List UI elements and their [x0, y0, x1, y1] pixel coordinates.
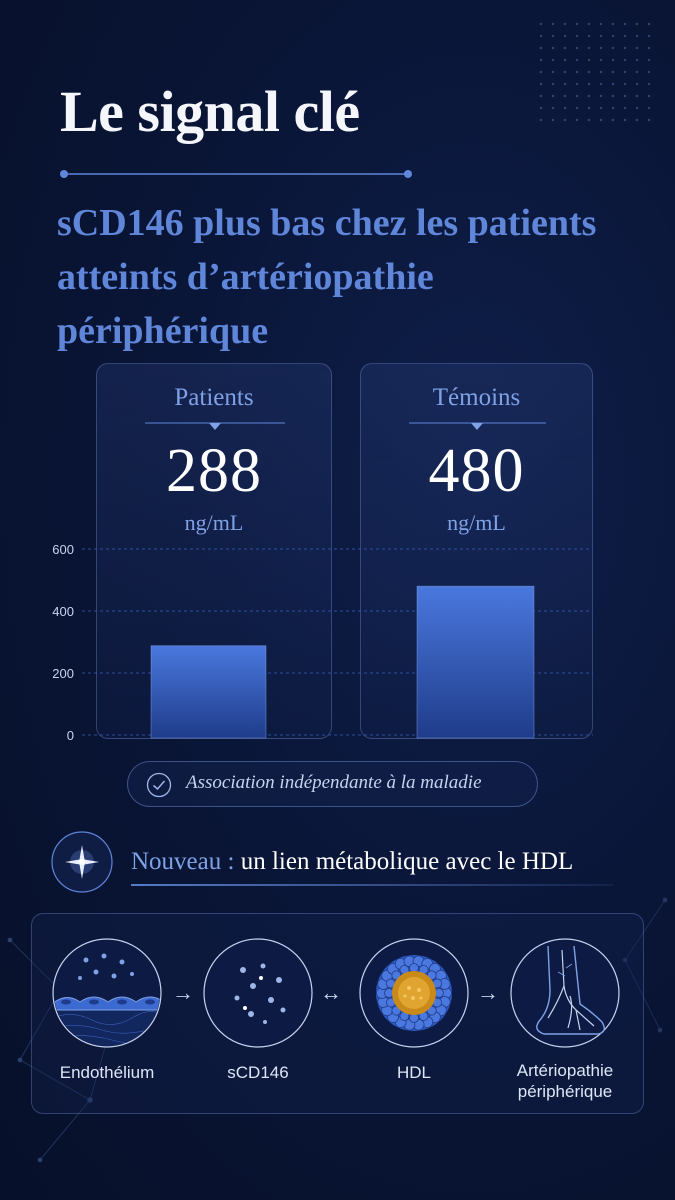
dot-grid-decoration — [535, 18, 655, 128]
nouveau-keyword: Nouveau : — [131, 848, 235, 875]
card-value: 480 — [428, 437, 525, 505]
y-tick-label: 600 — [52, 542, 74, 557]
check-circle-icon — [146, 772, 172, 798]
card-value: 288 — [166, 437, 262, 505]
patients-card — [96, 363, 332, 739]
card-label: Patients — [174, 384, 254, 411]
card-label: Témoins — [432, 384, 521, 411]
y-tick-label: 400 — [52, 604, 74, 619]
pathway-node-label: HDL — [396, 1063, 431, 1082]
pathway-node-label: Artériopathie périphérique — [516, 1061, 614, 1101]
endothelium-icon — [52, 938, 162, 1048]
association-badge — [127, 761, 538, 807]
sparkle-star-icon — [51, 831, 113, 893]
pathway-arrow: ↔ — [320, 980, 342, 1005]
pathway-arrow: → — [172, 980, 194, 1005]
association-text: Association indépendante à la maladie — [186, 772, 482, 793]
page-title: Le signal clé — [60, 79, 360, 144]
nouveau-underline — [131, 884, 613, 886]
pathway-node-label: Endothélium — [59, 1063, 155, 1082]
hdl-particle-icon — [359, 938, 469, 1048]
pathway-node-label: sCD146 — [227, 1063, 289, 1082]
card-unit: ng/mL — [184, 510, 244, 535]
y-tick-label: 0 — [66, 728, 74, 743]
controls-card — [360, 363, 593, 739]
card-divider — [409, 420, 546, 432]
pathway-arrow: → — [477, 980, 499, 1005]
card-divider — [145, 420, 285, 432]
y-tick-label: 200 — [52, 666, 74, 681]
pathway-panel — [31, 913, 644, 1114]
molecules-icon — [203, 938, 313, 1048]
title-divider — [60, 168, 412, 180]
foot-vessels-icon — [510, 938, 620, 1048]
card-unit: ng/mL — [447, 510, 506, 535]
nouveau-line — [131, 848, 573, 876]
page-subtitle: sCD146 plus bas chez les patients atteints d’artériopathie périphérique — [57, 202, 597, 352]
nouveau-text: un lien métabolique avec le HDL — [240, 848, 574, 875]
